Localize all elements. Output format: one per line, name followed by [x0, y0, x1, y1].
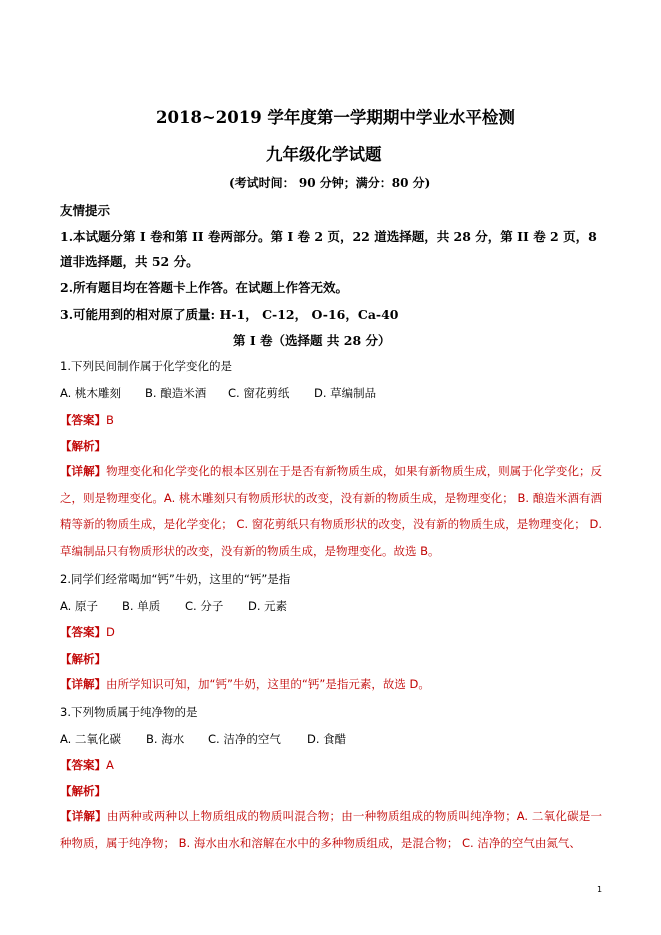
question-3-answer: [60, 757, 114, 773]
question-2-option-a: A. 原子: [60, 599, 98, 613]
tips-item-1-line-1: 1.本试题分第 I 卷和第 II 卷两部分。第 I 卷 2 页，22 道选择题，共 28 分，第 II 卷 2 页，8: [60, 229, 597, 244]
question-3-stem: 3.下列物质属于纯净物的是: [60, 705, 198, 719]
exam-subtitle: 九年级化学试题: [266, 145, 382, 164]
question-3-option-c: C. 洁净的空气: [208, 732, 281, 746]
question-1-stem: 1.下列民间制作属于化学变化的是: [60, 359, 232, 373]
exam-info: (考试时间： 90 分钟；满分：80 分): [229, 176, 431, 190]
detail-tag: 【详解】: [60, 464, 107, 478]
answer-value: B: [106, 413, 114, 427]
answer-tag: 【答案】: [60, 625, 106, 639]
answer-tag: 【答案】: [60, 413, 106, 427]
question-2-option-c: C. 分子: [185, 599, 224, 613]
section-title: 第 I 卷（选择题 共 28 分）: [233, 333, 391, 348]
question-3-option-b: B. 海水: [146, 732, 185, 746]
question-2-stem: 2.同学们经常喝加“钙”牛奶，这里的“钙”是指: [60, 572, 291, 586]
tips-item-3: 3.可能用到的相对原了质量: H-1， C-12， O-16，Ca-40: [60, 307, 399, 322]
detail-tag: 【详解】: [60, 677, 106, 691]
answer-value: A: [106, 758, 114, 772]
question-2-detail: [60, 671, 602, 698]
question-1-analysis-tag: 【解析】: [60, 439, 106, 453]
question-1-option-d: D. 草编制品: [314, 386, 377, 400]
detail-text: 由所学知识可知，加“钙”牛奶，这里的“钙”是指元素，故选 D。: [106, 677, 430, 691]
detail-text: 由两种或两种以上物质组成的物质叫混合物；由一种物质组成的物质叫纯净物；A. 二氧化碳是一种物质，属于纯净物； B. 海水由水和溶解在水中的多种物质组成，是混合物； C. 洁净的空气由氮气、: [60, 809, 602, 850]
question-3-detail: [60, 803, 602, 856]
tips-item-1-line-2: 道非选择题，共 52 分。: [60, 254, 199, 269]
question-2-option-d: D. 元素: [248, 599, 288, 613]
detail-tag: 【详解】: [60, 809, 107, 823]
question-1-option-b: B. 酿造米酒: [145, 386, 207, 400]
question-2-option-b: B. 单质: [122, 599, 161, 613]
answer-value: D: [106, 625, 115, 639]
question-1-option-c: C. 窗花剪纸: [228, 386, 290, 400]
question-1-answer: [60, 412, 114, 428]
answer-tag: 【答案】: [60, 758, 106, 772]
question-2-answer: [60, 624, 115, 640]
question-3-analysis-tag: 【解析】: [60, 784, 106, 798]
question-3-option-d: D. 食醋: [307, 732, 347, 746]
question-3-option-a: A. 二氧化碳: [60, 732, 121, 746]
page-number: 1: [597, 885, 603, 894]
tips-item-2: 2.所有题目均在答题卡上作答。在试题上作答无效。: [60, 280, 349, 295]
detail-text: 物理变化和化学变化的根本区别在于是否有新物质生成，如果有新物质生成，则属于化学变化；反之，则是物理变化。A. 桃木雕刻只有物质形状的改变，没有新的物质生成，是物理变化； B. 酿造米酒有酒精等新的物质生成，是化学变化； C. 窗花剪纸只有物质形状的改变，没有新的物质生成，是物理变化； D. 草编制品只有物质形状的改变，没有新的物质生成，是物理变化。故选 B。: [60, 464, 603, 558]
question-2-analysis-tag: 【解析】: [60, 652, 106, 666]
question-1-option-a: A. 桃木雕刻: [60, 386, 121, 400]
exam-title: 2018~2019 学年度第一学期期中学业水平检测: [156, 108, 515, 127]
question-1-detail: [60, 458, 602, 564]
tips-heading: 友情提示: [60, 203, 111, 218]
